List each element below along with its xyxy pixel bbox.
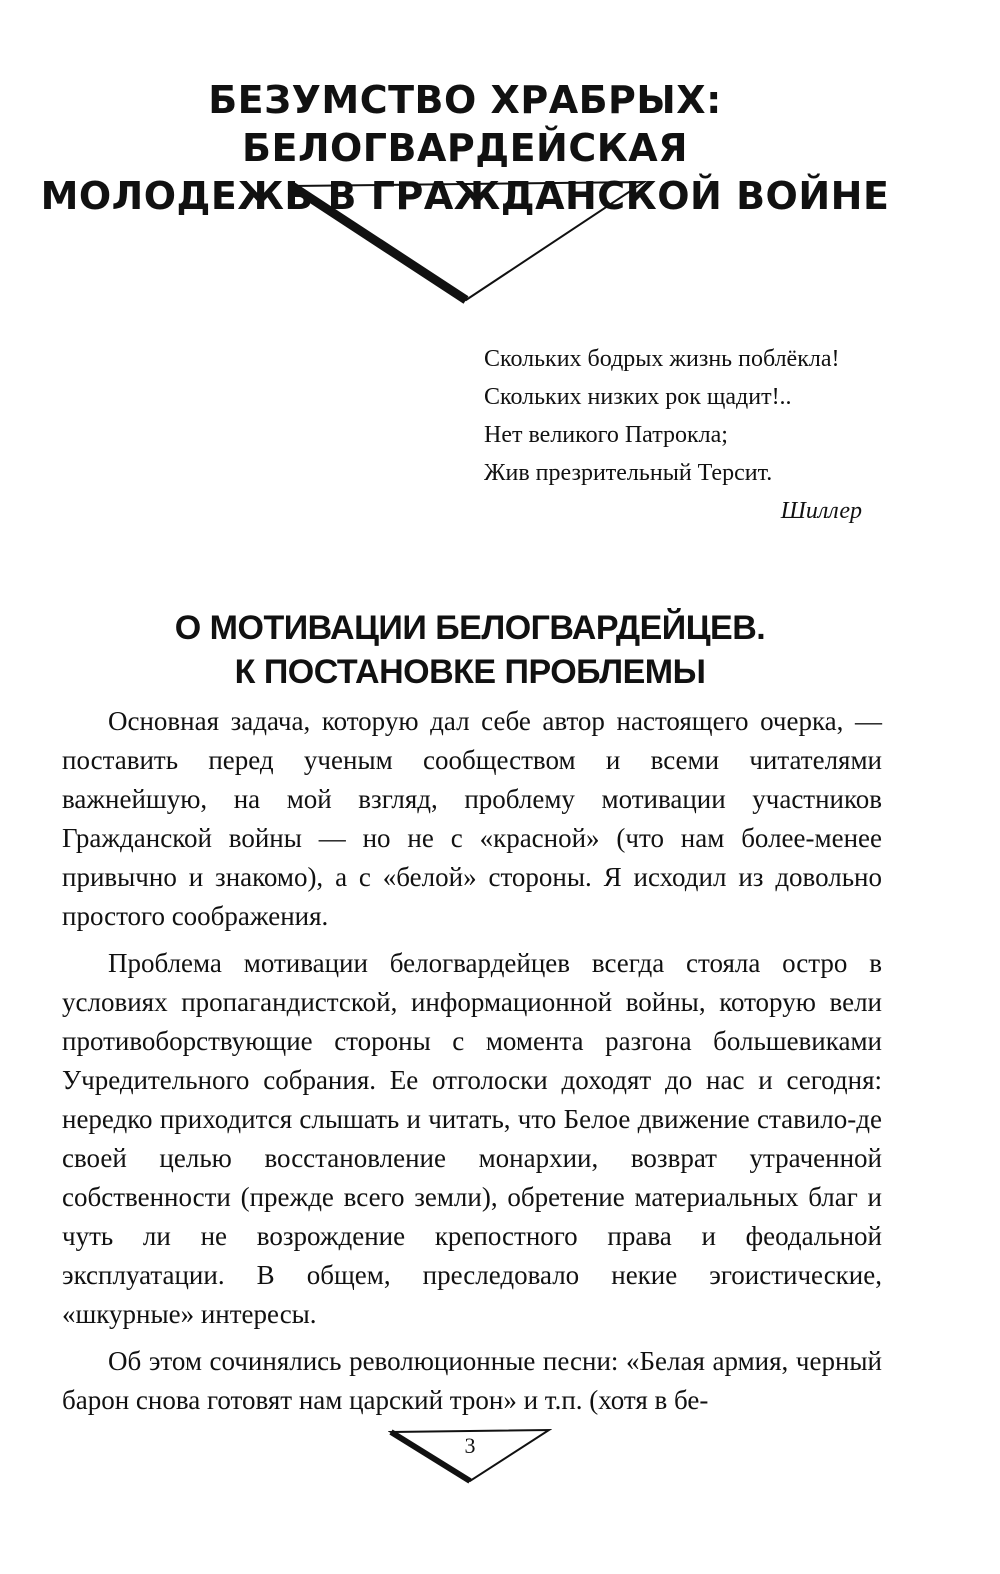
epigraph-line: Скольких низких рок щадит!.. (484, 384, 792, 410)
paragraph: Основная задача, которую дал себе автор настоящего очерка, — поставить перед ученым сообществом и всеми читателями важнейшую, на мой взгляд, проблему мотивации участников Гражданской войны — но не с «красной» (что нам более-менее привычно и знакомо), а с «белой» стороны. Я исходил из довольно простого соображения. (62, 706, 882, 931)
body-text (62, 702, 882, 1428)
section-title (0, 606, 940, 694)
epigraph-line: Жив презрительный Терсит. (484, 460, 773, 486)
paragraph: Об этом сочинялись революционные песни: «Белая армия, черный барон снова готовят нам царский трон» и т.п. (хотя в бе- (62, 1346, 882, 1415)
chapter-triangle-ornament (288, 180, 648, 305)
section-title-line-2: К ПОСТАНОВКЕ ПРОБЛЕМЫ (234, 653, 706, 691)
section-title-line-1: О МОТИВАЦИИ БЕЛОГВАРДЕЙЦЕВ. (174, 609, 766, 647)
epigraph-line: Нет великого Патрокла; (484, 422, 728, 448)
chapter-title-line-1: БЕЗУМСТВО ХРАБРЫХ: БЕЛОГВАРДЕЙСКАЯ (208, 78, 722, 170)
page-number-ornament (388, 1428, 552, 1484)
epigraph-line: Скольких бодрых жизнь поблёкла! (484, 346, 840, 372)
page-number: 3 (464, 1433, 476, 1458)
paragraph: Проблема мотивации белогвардейцев всегда стояла остро в условиях пропагандистской, информационной войны, которую вели противоборствующие стороны с момента разгона большевиками Учредительного собрания. Ее отголоски доходят до нас и сегодня: нередко приходится слышать и читать, что Белое движение ставило-де своей целью восстановление монархии, возврат утраченной собственности (прежде всего земли), обретение материальных благ и чуть ли не возрождение крепостного права и феодальной эксплуатации. В общем, преследовало некие эгоистические, «шкурные» интересы. (62, 948, 882, 1329)
epigraph (484, 340, 894, 530)
chapter-title-line-2: МОЛОДЕЖЬ В ГРАЖДАНСКОЙ ВОЙНЕ (40, 174, 890, 218)
epigraph-author: Шиллер (780, 498, 862, 524)
